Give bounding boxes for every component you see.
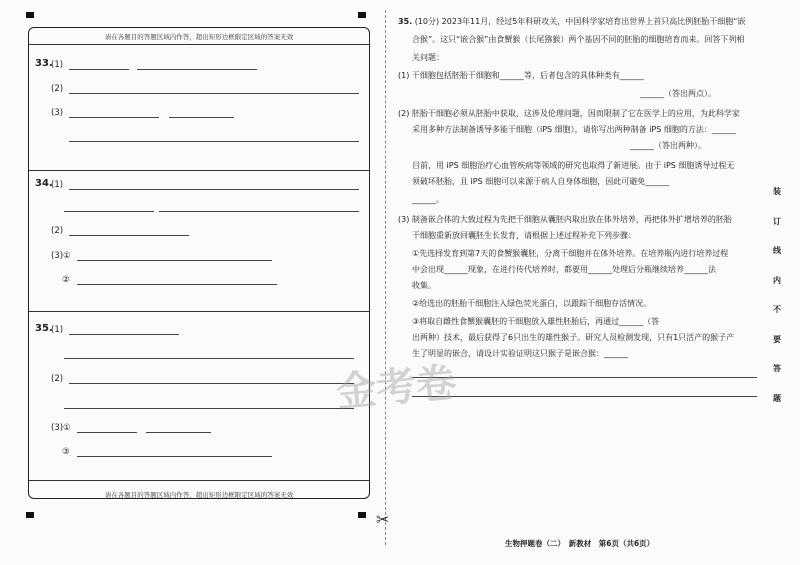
question-number: 34. xyxy=(35,178,53,189)
q3-text: 干细胞重新放回囊胚生长发育，请根据上述过程补充下列步骤： xyxy=(412,231,636,240)
answer-line[interactable] xyxy=(77,432,137,433)
binding-char: 装 xyxy=(773,187,781,196)
answer-line[interactable] xyxy=(412,396,757,397)
top-notice: 请在各题目的答题区域内作答，超出矩形边框限定区域的答案无效 xyxy=(104,33,294,41)
q2-text: (2) 胚胎干细胞必须从胚胎中获取，这涉及伦理问题，因而限制了它在医学上的应用，为此科学家 xyxy=(398,109,740,118)
part-label: (2) xyxy=(51,226,64,236)
answer-line[interactable] xyxy=(64,211,154,212)
intro-line: (10分) 2023年11月，经过5年科研攻关，中国科学家培育出世界上首只高比例胚胎干细胞“嵌 xyxy=(414,17,746,26)
answer-line[interactable] xyxy=(69,93,359,94)
section-divider xyxy=(29,480,369,481)
binding-char: 题 xyxy=(773,393,781,403)
answer-line[interactable] xyxy=(69,334,179,335)
bottom-notice: 请在各题目的答题区域内作答，超出矩形边框限定区域的答案无效 xyxy=(104,491,294,499)
answer-line[interactable] xyxy=(146,432,211,433)
part-label: (3)① xyxy=(51,251,71,261)
section-divider xyxy=(29,311,369,312)
answer-line[interactable] xyxy=(77,456,272,457)
q3-step: ①先选择发育到第7天的食蟹猴囊胚，分离干细胞并在体外培养。在培养瓶内进行培养过程 xyxy=(412,249,729,258)
q2-text: 须破坏胚胎，且 iPS 细胞可以来源于病人自身体细胞，因此可避免______ xyxy=(412,177,670,186)
answer-line[interactable] xyxy=(137,69,257,70)
part-label: ③ xyxy=(62,447,70,457)
answer-line[interactable] xyxy=(64,358,354,359)
watermark: 金考卷 xyxy=(334,358,459,417)
part-label: (1) xyxy=(51,325,64,335)
answer-line[interactable] xyxy=(412,377,757,378)
section-divider xyxy=(29,170,369,171)
answer-line[interactable] xyxy=(159,211,359,212)
answer-line[interactable] xyxy=(169,117,234,118)
question-number: 33. xyxy=(35,58,53,69)
part-label: (3)① xyxy=(51,423,71,433)
q3-step: ③将取自雌性食蟹猴囊胚的干细胞放入雄性胚胎后，再通过______（答 xyxy=(412,317,660,326)
answer-line[interactable] xyxy=(64,408,354,409)
part-label: (2) xyxy=(51,374,64,384)
answer-line[interactable] xyxy=(69,141,359,142)
q3-step: 收集。 xyxy=(412,281,436,290)
q3-text: (3) 制备嵌合体的大致过程为先把干细胞从囊胚内取出放在体外培养，再把体外扩增培养的胚胎 xyxy=(398,215,732,224)
q2-text: 目前，用 iPS 细胞治疗心血管疾病等领域的研究也取得了新进展。由于 iPS 细胞诱导过程无 xyxy=(412,161,735,170)
question-35-intro xyxy=(398,16,763,27)
registration-mark xyxy=(358,12,366,18)
registration-mark xyxy=(26,512,34,518)
binding-char: 订 xyxy=(773,216,781,226)
intro-line: 合猴”。这只“嵌合猴”由食蟹猴（长尾猕猴）两个基因不同的胚胎的细胞培育而来。回答下列相 xyxy=(412,35,745,44)
binding-char: 答 xyxy=(773,364,781,373)
answer-line[interactable] xyxy=(69,69,129,70)
q3-step: 中会出现______现象，在进行传代培养时，都要用______处理后分瓶继续培养______法 xyxy=(412,265,716,274)
registration-mark xyxy=(358,512,366,518)
part-label: (1) xyxy=(51,180,64,190)
question-number: 35. xyxy=(398,17,413,26)
scissors-icon: ✂ xyxy=(376,510,390,529)
part-label: ② xyxy=(62,275,70,285)
q3-step: ②给选出的胚胎干细胞注入绿色荧光蛋白，以跟踪干细胞存活情况。 xyxy=(412,299,652,308)
notice-divider xyxy=(29,44,369,45)
q2-text: ______。 xyxy=(412,195,444,204)
binding-char: 不 xyxy=(773,305,781,314)
q2-text: 采用多种方法制备诱导多能干细胞（iPS 细胞），请你写出两种制备 iPS 细胞的方法：______ xyxy=(412,125,736,134)
binding-char: 要 xyxy=(773,334,781,344)
intro-line: 关问题： xyxy=(412,53,444,62)
answer-frame xyxy=(28,27,370,499)
part-label: (1) xyxy=(51,60,64,70)
page-footer: 生物押题卷（二） 新教材 第6页（共6页） xyxy=(505,539,655,548)
answer-line[interactable] xyxy=(69,189,359,190)
question-number: 35. xyxy=(35,323,53,334)
q2-hint: ______（答出两种）。 xyxy=(630,141,706,150)
binding-notice xyxy=(772,186,782,422)
q1-text: (1) 干细胞包括胚胎干细胞和______等，后者包含的具体种类有______ xyxy=(398,71,644,80)
binding-char: 线 xyxy=(773,246,781,255)
binding-char: 内 xyxy=(773,275,781,285)
registration-mark xyxy=(26,12,34,18)
answer-line[interactable] xyxy=(69,235,189,236)
part-label: (2) xyxy=(51,84,64,94)
answer-line[interactable] xyxy=(69,383,354,384)
q3-step: 出两种）技术，最后获得了6只出生的雄性猴子。研究人员检测发现，只有1只活产的猴子产 xyxy=(412,333,735,342)
cut-line xyxy=(385,10,386,545)
part-label: (3) xyxy=(51,108,64,118)
answer-line[interactable] xyxy=(77,260,272,261)
q3-step: 生了明显的嵌合，请设计实验证明这只猴子是嵌合猴：______ xyxy=(412,349,628,358)
answer-line[interactable] xyxy=(77,284,277,285)
q1-hint: ______（答出两点）。 xyxy=(640,89,716,98)
answer-line[interactable] xyxy=(69,117,159,118)
